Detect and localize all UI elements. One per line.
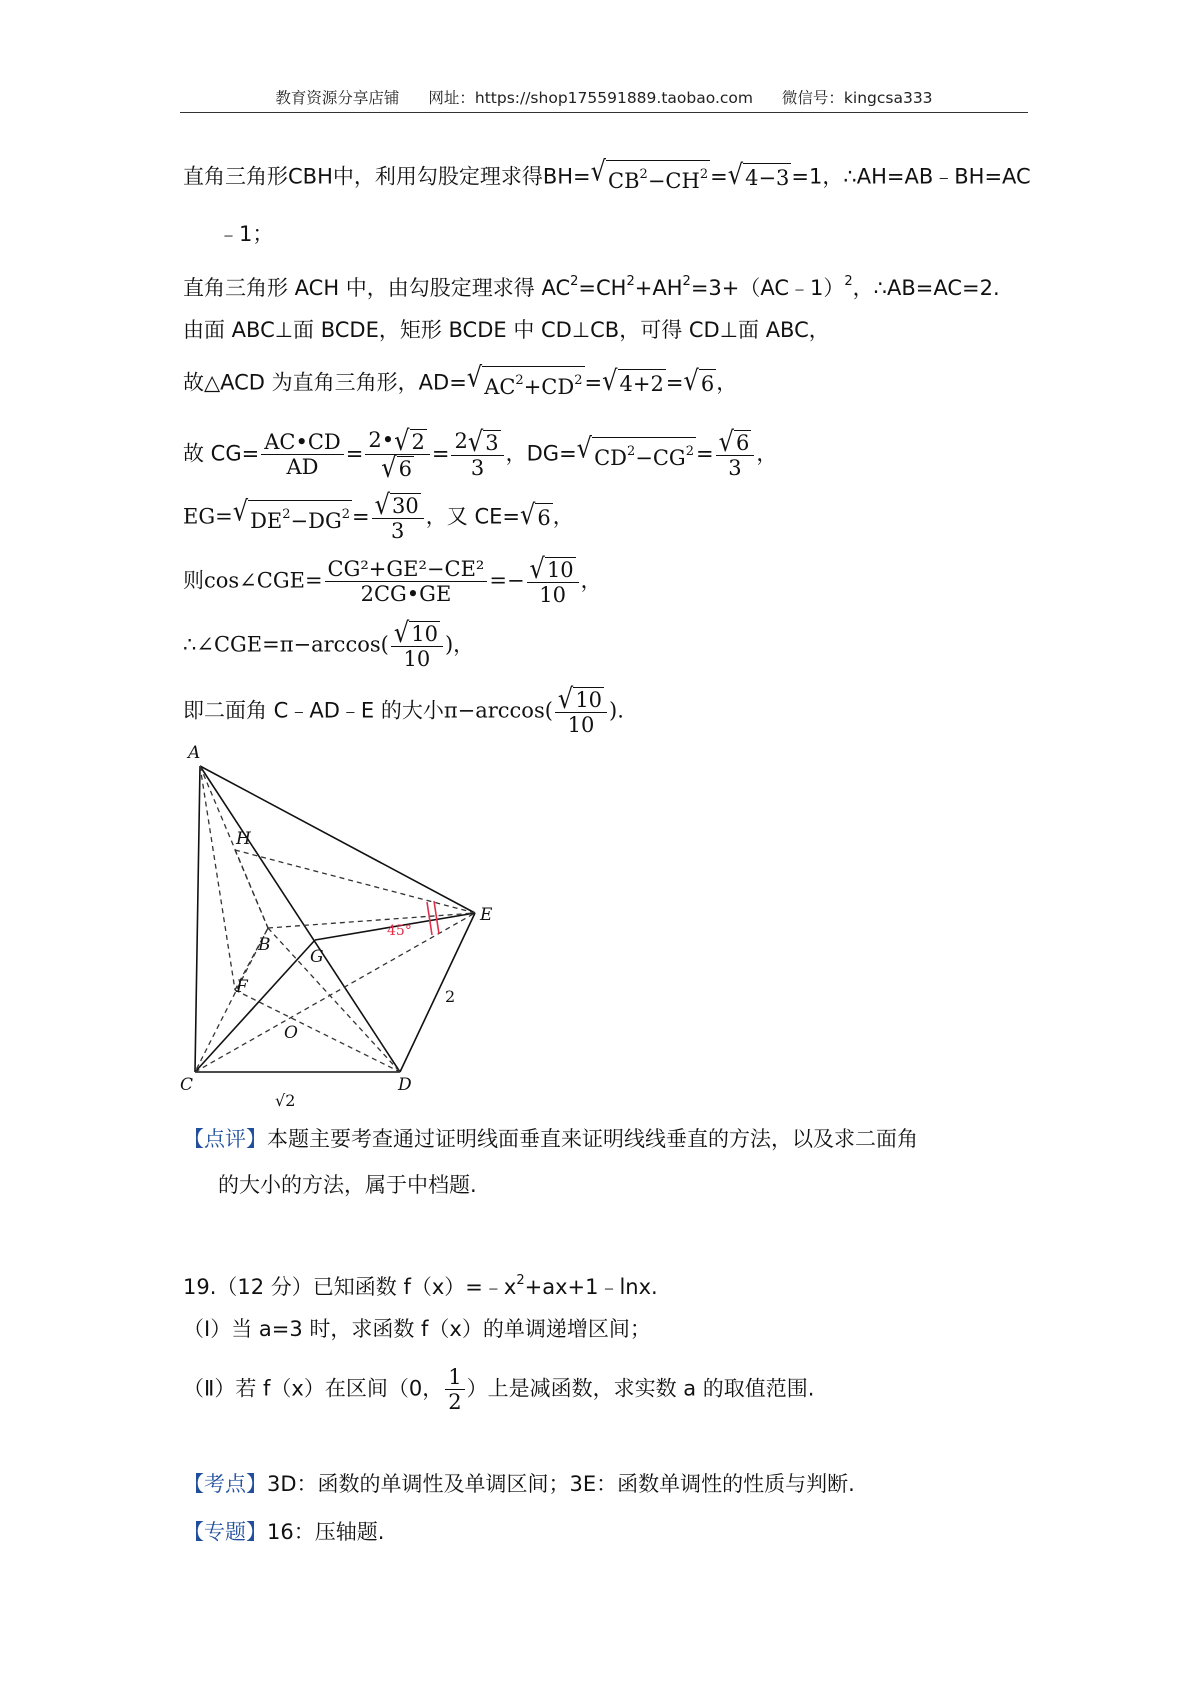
text: ∴∠CGE=π−arccos( bbox=[183, 632, 389, 657]
zhuanti-tag: 【专题】 bbox=[183, 1520, 267, 1544]
edge-label-cd: √2 bbox=[275, 1091, 296, 1110]
text: =1，∴AH=AB﹣BH=AC bbox=[791, 164, 1031, 189]
kaodian-tag: 【考点】 bbox=[183, 1472, 267, 1496]
solution-line-3 bbox=[183, 268, 1000, 302]
header-divider bbox=[180, 112, 1028, 113]
question-19-stem bbox=[183, 1267, 658, 1301]
fraction-cg-2: 2• √ 2 √ 6 bbox=[365, 428, 430, 481]
text: ， bbox=[756, 441, 778, 466]
text: =− bbox=[489, 568, 525, 593]
fraction-eg: √ 30 3 bbox=[372, 492, 424, 543]
text: ， bbox=[716, 370, 738, 395]
fraction-cg-3: 2 √ 3 3 bbox=[451, 429, 503, 480]
edge-af-dashed bbox=[200, 766, 235, 990]
comment-tag: 【点评】 bbox=[183, 1127, 267, 1151]
text: 2• bbox=[368, 428, 395, 452]
text: 2 bbox=[682, 274, 691, 289]
text: 2 bbox=[454, 429, 468, 453]
text: 16：压轴题. bbox=[267, 1520, 385, 1544]
sqrt-cb-ch: √ $CB^2-CH^2$ bbox=[590, 155, 709, 193]
comment-line-2: 的大小的方法，属于中档题. bbox=[218, 1173, 477, 1197]
label-c: C bbox=[180, 1075, 194, 1095]
text: +ax+1﹣lnx. bbox=[524, 1274, 658, 1299]
question-19-part-1: （Ⅰ）当 a=3 时，求函数 f（x）的单调递增区间； bbox=[183, 1317, 651, 1341]
text: 2 bbox=[699, 167, 709, 182]
fraction-half: $\frac{1}{2}$ bbox=[445, 1365, 464, 1414]
text: 2 bbox=[639, 167, 648, 182]
text: 2 bbox=[341, 507, 351, 523]
text: =CH bbox=[578, 275, 627, 300]
fraction-sqrt10c: √ 10 10 bbox=[555, 686, 607, 737]
label-f: F bbox=[236, 977, 248, 997]
edge-cg bbox=[195, 940, 315, 1072]
text: AC bbox=[484, 374, 516, 399]
label-h: H bbox=[236, 829, 251, 849]
angle-label: 45° bbox=[387, 923, 412, 939]
text: 2 bbox=[282, 507, 291, 523]
label-a: A bbox=[188, 743, 201, 763]
text: 2 bbox=[516, 1273, 525, 1288]
store-name: 教育资源分享店铺 bbox=[275, 89, 400, 107]
text: CB bbox=[608, 168, 640, 193]
comment-line-1 bbox=[183, 1125, 918, 1153]
text: （Ⅱ）若 f（x）在区间（0， bbox=[183, 1376, 444, 1401]
text: 19.（12 分）已知函数 f（x）=﹣x bbox=[183, 1274, 517, 1299]
sqrt-6b: √ 6 bbox=[519, 498, 551, 531]
text: DE bbox=[250, 508, 283, 533]
edge-label-de: 2 bbox=[445, 987, 456, 1006]
sqrt-4-3: √ 4−3 bbox=[727, 158, 790, 191]
text: 3D：函数的单调性及单调区间；3E：函数单调性的性质与判断. bbox=[267, 1472, 855, 1496]
text: ). bbox=[609, 698, 624, 723]
edge-bd-dashed bbox=[268, 928, 400, 1072]
sqrt-6: √ 6 bbox=[683, 364, 715, 397]
text: = bbox=[710, 164, 728, 189]
text: ，∴AB=AC=2. bbox=[852, 275, 1000, 300]
fraction-cos: $\frac{\text{CG²+GE²−CE²}}{2CG•GE}$ bbox=[325, 557, 488, 606]
sqrt-4-2: √ 4+2 bbox=[602, 364, 664, 397]
zhuanti-line bbox=[183, 1518, 384, 1546]
solution-line-9 bbox=[183, 616, 475, 671]
text: 本题主要考查通过证明线面垂直来证明线线垂直的方法，以及求二面角 bbox=[267, 1127, 918, 1151]
sqrt-de-dg: √ $DE^2-DG^2$ bbox=[232, 495, 351, 533]
solution-line-7: EG= √ $DE^2-DG^2$ = √ 30 3 ，又 CE= √ 6 ， bbox=[183, 488, 574, 543]
text: =3+（AC﹣1） bbox=[690, 275, 845, 300]
label-b: B bbox=[258, 935, 271, 955]
edge-ac bbox=[195, 766, 200, 1072]
question-19-part-2 bbox=[183, 1365, 814, 1414]
sqrt-cd-cg: √ $CD^2-CG^2$ bbox=[576, 432, 694, 470]
label-e: E bbox=[480, 905, 493, 925]
store-url: 网址：https://shop175591889.taobao.com bbox=[428, 89, 753, 107]
text: −CG bbox=[635, 445, 686, 470]
text: 2 bbox=[515, 373, 524, 388]
text: ， bbox=[552, 504, 574, 529]
label-g: G bbox=[310, 947, 324, 967]
kaodian-line bbox=[183, 1470, 855, 1498]
solution-line-1 bbox=[183, 155, 1031, 195]
text: ，DG= bbox=[505, 441, 577, 466]
solution-line-8 bbox=[183, 552, 602, 607]
angle-mark-1 bbox=[427, 902, 432, 935]
fraction-dg: √ 6 3 bbox=[716, 429, 755, 480]
angle-mark-2 bbox=[434, 901, 439, 934]
text: )， bbox=[444, 632, 475, 657]
text: π−arccos( bbox=[443, 698, 553, 723]
text: 2 bbox=[685, 444, 694, 460]
label-o: O bbox=[284, 1023, 298, 1043]
page-header bbox=[180, 86, 1028, 108]
text: 2 bbox=[626, 274, 635, 289]
text: 2 bbox=[626, 444, 636, 460]
text: −CH bbox=[647, 168, 700, 193]
text: 2 bbox=[844, 274, 853, 289]
text: ， bbox=[580, 568, 602, 593]
fraction-cg: $\frac{AC•CD}{AD}$ bbox=[261, 430, 344, 479]
text: 则 bbox=[183, 568, 204, 593]
solution-line-6: 故 CG= $\frac{AC•CD}{AD}$ = 2• √ 2 √ 6 = 2 √ 3 3 ，DG= √ $CD^2-CG^2$ = √ 6 3 ， bbox=[183, 424, 778, 485]
edge-ad bbox=[200, 766, 400, 1072]
text: CD bbox=[594, 445, 627, 470]
text: ）上是减函数，求实数 a 的取值范围. bbox=[466, 1376, 815, 1401]
text: 2 bbox=[570, 274, 579, 289]
text: EG= bbox=[183, 504, 233, 529]
fraction-sqrt10: √ 10 10 bbox=[527, 556, 579, 607]
text: 故 CG= bbox=[183, 441, 260, 466]
edge-be-dashed bbox=[268, 913, 475, 928]
geometry-figure bbox=[180, 730, 520, 1110]
solution-line-2: ﹣1； bbox=[218, 222, 274, 246]
wechat-id: 微信号：kingcsa333 bbox=[781, 89, 933, 107]
text: +AH bbox=[634, 275, 683, 300]
text: 2 bbox=[574, 373, 583, 388]
edge-fd-dashed bbox=[235, 990, 400, 1072]
text: ，又 CE= bbox=[425, 504, 520, 529]
text: cos∠CGE= bbox=[204, 568, 323, 593]
text: −DG bbox=[290, 508, 342, 533]
solution-line-5: 故△ACD 为直角三角形，AD= √ $AC^2+CD^2$ = √ 4+2 = √ 6 ， bbox=[183, 361, 738, 399]
fraction-sqrt10b: √ 10 10 bbox=[391, 620, 443, 671]
label-d: D bbox=[398, 1075, 412, 1095]
text: 直角三角形 ACH 中，由勾股定理求得 AC bbox=[183, 275, 571, 300]
text: 即二面角 C﹣AD﹣E 的大小 bbox=[183, 698, 444, 723]
sqrt-ac-cd: √ $AC^2+CD^2$ bbox=[466, 361, 583, 399]
solution-line-4: 由面 ABC⊥面 BCDE，矩形 BCDE 中 CD⊥CB，可得 CD⊥面 ABC， bbox=[183, 318, 830, 342]
text: 直角三角形CBH中，利用勾股定理求得BH= bbox=[183, 164, 591, 189]
text: +CD bbox=[523, 374, 575, 399]
text: 故△ACD 为直角三角形，AD= bbox=[183, 370, 467, 395]
edge-he-dashed bbox=[235, 850, 475, 913]
